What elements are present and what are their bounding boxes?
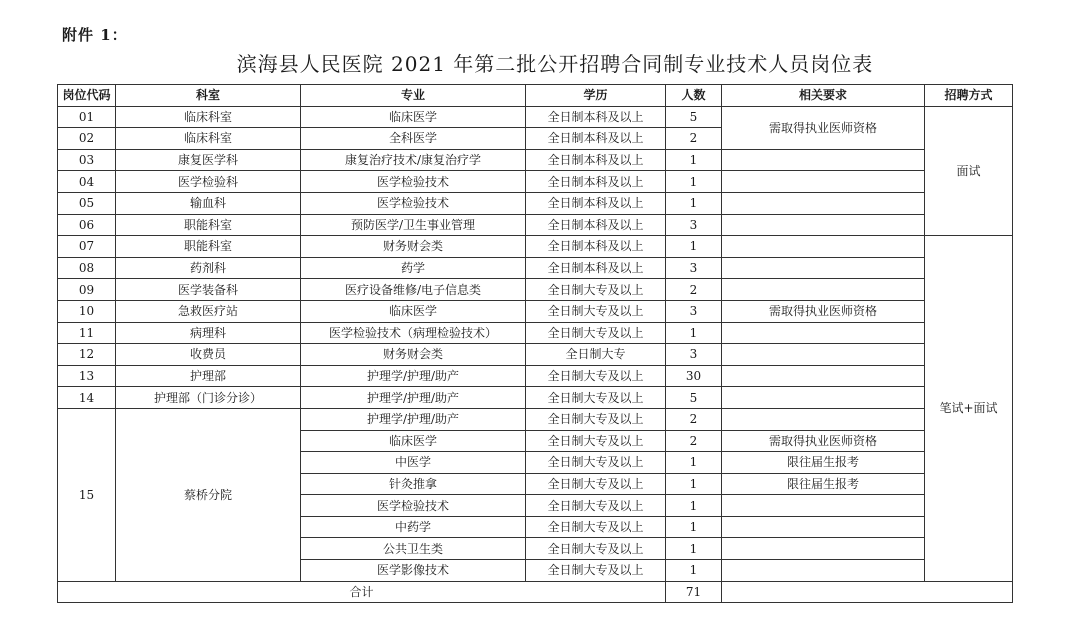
cell-method-written-interview: 笔试+面试	[925, 236, 1013, 582]
cell-requirement	[722, 408, 925, 430]
cell-code: 01	[58, 106, 116, 128]
cell-count: 3	[666, 214, 722, 236]
total-value: 71	[666, 581, 722, 603]
cell-education: 全日制本科及以上	[526, 192, 666, 214]
cell-count: 1	[666, 452, 722, 474]
total-row	[58, 581, 1013, 603]
cell-count: 3	[666, 257, 722, 279]
cell-dept: 蔡桥分院	[116, 408, 301, 581]
cell-count: 3	[666, 344, 722, 366]
header-major: 专业	[301, 85, 526, 107]
cell-major: 护理学/护理/助产	[301, 365, 526, 387]
cell-major: 针灸推拿	[301, 473, 526, 495]
cell-dept: 药剂科	[116, 257, 301, 279]
table-row	[58, 257, 1013, 279]
cell-count: 1	[666, 495, 722, 517]
cell-major: 药学	[301, 257, 526, 279]
cell-education: 全日制大专	[526, 344, 666, 366]
cell-requirement	[722, 171, 925, 193]
cell-count: 2	[666, 128, 722, 150]
cell-code: 09	[58, 279, 116, 301]
cell-code: 13	[58, 365, 116, 387]
cell-education: 全日制本科及以上	[526, 171, 666, 193]
cell-education: 全日制大专及以上	[526, 322, 666, 344]
header-row	[58, 85, 1013, 107]
header-requirement: 相关要求	[722, 85, 925, 107]
cell-major: 财务财会类	[301, 236, 526, 258]
table-row	[58, 279, 1013, 301]
cell-education: 全日制大专及以上	[526, 387, 666, 409]
cell-requirement	[722, 560, 925, 582]
cell-count: 5	[666, 106, 722, 128]
cell-requirement	[722, 192, 925, 214]
table-row	[58, 236, 1013, 258]
cell-code: 07	[58, 236, 116, 258]
page-title: 滨海县人民医院 2021 年第二批公开招聘合同制专业技术人员岗位表	[236, 52, 874, 76]
cell-code: 11	[58, 322, 116, 344]
table-row	[58, 149, 1013, 171]
cell-major: 医疗设备维修/电子信息类	[301, 279, 526, 301]
cell-education: 全日制本科及以上	[526, 214, 666, 236]
table-row	[58, 171, 1013, 193]
cell-major: 护理学/护理/助产	[301, 387, 526, 409]
cell-requirement: 需取得执业医师资格	[722, 430, 925, 452]
cell-count: 1	[666, 171, 722, 193]
cell-major: 全科医学	[301, 128, 526, 150]
cell-requirement	[722, 387, 925, 409]
cell-major: 中药学	[301, 516, 526, 538]
cell-requirement	[722, 538, 925, 560]
cell-dept: 医学装备科	[116, 279, 301, 301]
cell-education: 全日制大专及以上	[526, 408, 666, 430]
cell-major: 公共卫生类	[301, 538, 526, 560]
cell-count: 1	[666, 538, 722, 560]
cell-major: 临床医学	[301, 430, 526, 452]
cell-requirement	[722, 516, 925, 538]
cell-education: 全日制大专及以上	[526, 538, 666, 560]
cell-requirement: 限往届生报考	[722, 473, 925, 495]
cell-code: 02	[58, 128, 116, 150]
cell-dept: 护理部（门诊分诊）	[116, 387, 301, 409]
cell-count: 2	[666, 279, 722, 301]
header-method: 招聘方式	[925, 85, 1013, 107]
cell-major: 医学检验技术	[301, 171, 526, 193]
table-row	[58, 387, 1013, 409]
cell-count: 1	[666, 560, 722, 582]
table-row	[58, 300, 1013, 322]
cell-method-interview: 面试	[925, 106, 1013, 236]
cell-code: 15	[58, 408, 116, 581]
cell-requirement	[722, 149, 925, 171]
cell-requirement: 需取得执业医师资格	[722, 106, 925, 149]
cell-count: 3	[666, 300, 722, 322]
cell-requirement	[722, 495, 925, 517]
cell-dept: 急救医疗站	[116, 300, 301, 322]
total-empty	[722, 581, 1013, 603]
table-row	[58, 408, 1013, 430]
cell-requirement	[722, 279, 925, 301]
table-row	[58, 214, 1013, 236]
cell-count: 2	[666, 408, 722, 430]
cell-dept: 康复医学科	[116, 149, 301, 171]
cell-requirement	[722, 257, 925, 279]
cell-code: 10	[58, 300, 116, 322]
header-code: 岗位代码	[58, 85, 116, 107]
cell-code: 05	[58, 192, 116, 214]
cell-count: 1	[666, 192, 722, 214]
cell-education: 全日制大专及以上	[526, 430, 666, 452]
cell-count: 1	[666, 516, 722, 538]
cell-major: 中医学	[301, 452, 526, 474]
cell-count: 1	[666, 149, 722, 171]
cell-major: 医学检验技术（病理检验技术）	[301, 322, 526, 344]
cell-major: 医学影像技术	[301, 560, 526, 582]
cell-education: 全日制大专及以上	[526, 300, 666, 322]
cell-count: 1	[666, 322, 722, 344]
header-count: 人数	[666, 85, 722, 107]
table-row	[58, 192, 1013, 214]
cell-education: 全日制大专及以上	[526, 452, 666, 474]
cell-requirement: 限往届生报考	[722, 452, 925, 474]
cell-code: 06	[58, 214, 116, 236]
cell-education: 全日制大专及以上	[526, 279, 666, 301]
cell-education: 全日制本科及以上	[526, 149, 666, 171]
cell-dept: 临床科室	[116, 106, 301, 128]
table-row	[58, 322, 1013, 344]
cell-education: 全日制大专及以上	[526, 560, 666, 582]
cell-major: 临床医学	[301, 300, 526, 322]
cell-education: 全日制大专及以上	[526, 516, 666, 538]
attachment-label: 附件 1：	[62, 26, 128, 44]
cell-education: 全日制本科及以上	[526, 236, 666, 258]
cell-code: 03	[58, 149, 116, 171]
cell-major: 预防医学/卫生事业管理	[301, 214, 526, 236]
header-dept: 科室	[116, 85, 301, 107]
cell-education: 全日制本科及以上	[526, 128, 666, 150]
cell-dept: 临床科室	[116, 128, 301, 150]
cell-code: 12	[58, 344, 116, 366]
cell-dept: 护理部	[116, 365, 301, 387]
cell-count: 5	[666, 387, 722, 409]
cell-count: 30	[666, 365, 722, 387]
cell-count: 1	[666, 236, 722, 258]
cell-dept: 病理科	[116, 322, 301, 344]
cell-major: 医学检验技术	[301, 192, 526, 214]
cell-requirement: 需取得执业医师资格	[722, 300, 925, 322]
cell-dept: 职能科室	[116, 214, 301, 236]
header-education: 学历	[526, 85, 666, 107]
cell-count: 2	[666, 430, 722, 452]
cell-education: 全日制大专及以上	[526, 473, 666, 495]
cell-requirement	[722, 214, 925, 236]
cell-major: 临床医学	[301, 106, 526, 128]
cell-major: 康复治疗技术/康复治疗学	[301, 149, 526, 171]
table-row	[58, 344, 1013, 366]
positions-table	[57, 84, 1013, 603]
table-row	[58, 106, 1013, 128]
cell-dept: 收费员	[116, 344, 301, 366]
cell-education: 全日制大专及以上	[526, 495, 666, 517]
cell-education: 全日制本科及以上	[526, 257, 666, 279]
cell-requirement	[722, 365, 925, 387]
cell-education: 全日制大专及以上	[526, 365, 666, 387]
cell-code: 04	[58, 171, 116, 193]
cell-code: 08	[58, 257, 116, 279]
cell-requirement	[722, 322, 925, 344]
cell-major: 医学检验技术	[301, 495, 526, 517]
cell-dept: 输血科	[116, 192, 301, 214]
cell-requirement	[722, 236, 925, 258]
cell-dept: 职能科室	[116, 236, 301, 258]
cell-dept: 医学检验科	[116, 171, 301, 193]
cell-education: 全日制本科及以上	[526, 106, 666, 128]
cell-major: 护理学/护理/助产	[301, 408, 526, 430]
table-row	[58, 365, 1013, 387]
cell-requirement	[722, 344, 925, 366]
cell-major: 财务财会类	[301, 344, 526, 366]
total-label: 合计	[58, 581, 666, 603]
cell-count: 1	[666, 473, 722, 495]
cell-code: 14	[58, 387, 116, 409]
